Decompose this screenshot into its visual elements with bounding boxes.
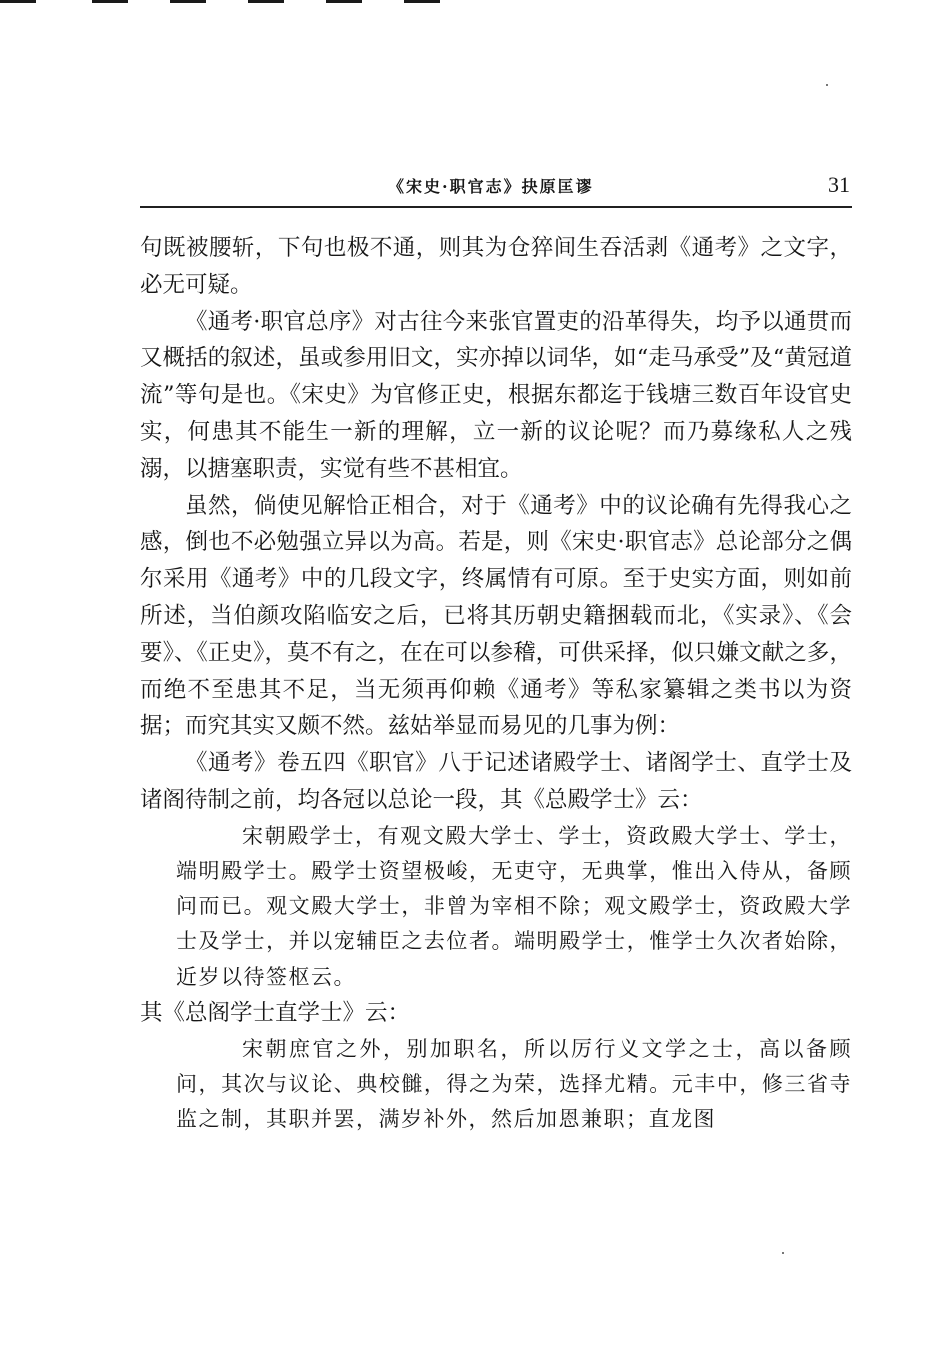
block-quote: 宋朝庶官之外，别加职名，所以厉行义文学之士，高以备顾问，其次与议论、典校雠，得之为荣，选择尤精。元丰中，修三省寺监之制，其职并罢，满岁补外，然后加恩兼职；直龙图 <box>176 1036 852 1131</box>
running-head <box>140 172 852 204</box>
scan-edge-mark <box>170 0 206 3</box>
scan-speck <box>826 84 828 86</box>
scan-edge-mark <box>92 0 128 3</box>
page-number: 31 <box>828 172 850 197</box>
paragraph: 《通考》卷五四《职官》八于记述诸殿学士、诸阁学士、直学士及诸阁待制之前，均各冠以总论一段，其《总殿学士》云： <box>140 750 852 813</box>
scan-edge-mark <box>326 0 362 3</box>
paragraph-continuation: 句既被腰斩，下句也极不通，则其为仓猝间生吞活剥《通考》之文字，必无可疑。 <box>140 235 852 298</box>
scan-edge-mark <box>0 0 36 3</box>
scan-speck <box>782 1252 784 1254</box>
block-quote: 宋朝殿学士，有观文殿大学士、学士，资政殿大学士、学士，端明殿学士。殿学士资望极峻，无吏守，无典掌，惟出入侍从，备顾问而已。观文殿大学士，非曾为宰相不除；观文殿学士，资政殿大学士及学士，并以宠辅臣之去位者。端明殿学士，惟学士久次者始除，近岁以待签枢云。 <box>176 823 852 989</box>
paragraph: 《通考·职官总序》对古往今来张官置吏的沿革得失，均予以通贯而又概括的叙述，虽或参用旧文，实亦掉以词华，如“走马承受”及“黄冠道流”等句是也。《宋史》为官修正史，根据东都迄于钱塘三数百年设官史实，何患其不能生一新的理解，立一新的议论呢？而乃募缘私人之残溺，以搪塞职责，实觉有些不甚相宜。 <box>140 308 852 482</box>
scan-edge-mark <box>404 0 440 3</box>
page-body <box>140 230 852 1137</box>
paragraph: 其《总阁学士直学士》云： <box>140 999 411 1026</box>
scan-edge-mark <box>248 0 284 3</box>
paragraph: 虽然，倘使见解恰正相合，对于《通考》中的议论确有先得我心之感，倒也不必勉强立异以为高。若是，则《宋史·职官志》总论部分之偶尔采用《通考》中的几段文字，终属情有可原。至于史实方面，则如前所述，当伯颜攻陷临安之后，已将其历朝史籍捆载而北，《实录》、《会要》、《正史》，莫不有之，在在可以参稽，可供采择，似只嫌文献之多，而绝不至患其不足，当无须再仰赖《通考》等私家纂辑之类书以为资据；而究其实又颇不然。兹姑举显而易见的几事为例： <box>140 492 852 740</box>
header-rule <box>140 206 852 208</box>
running-title: 《宋史·职官志》抉原匡谬 <box>388 177 594 196</box>
